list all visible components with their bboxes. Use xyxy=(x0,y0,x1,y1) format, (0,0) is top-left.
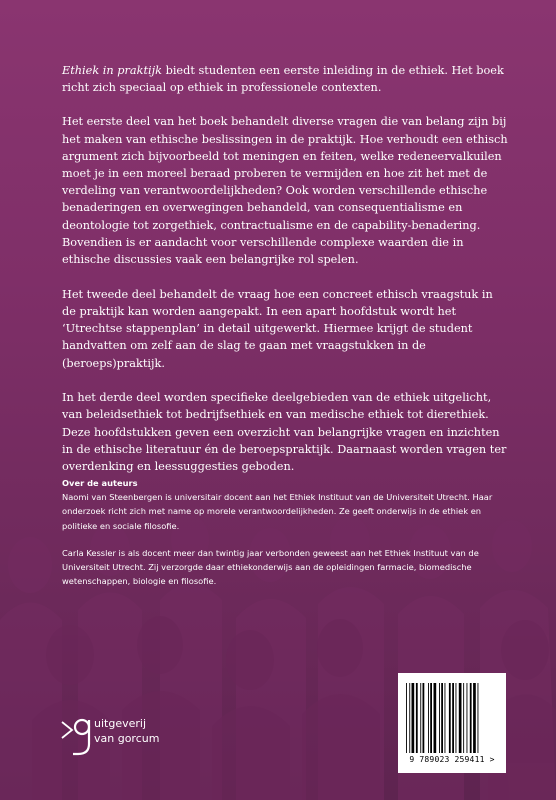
publisher-name-line1: uitgeverij xyxy=(94,717,147,730)
publisher-logo-icon xyxy=(60,714,94,758)
authors-heading: Over de auteurs xyxy=(62,478,138,488)
isbn-barcode xyxy=(398,673,506,773)
isbn-digits: 9 789023 259411 > xyxy=(409,755,495,764)
book-title: Ethiek in praktijk xyxy=(62,64,162,77)
publisher-name-line2: van gorcum xyxy=(94,732,160,745)
blurb-paragraph-part-three: In het derde deel worden specifieke deelgebieden van de ethiek uitgelicht, van beleidsethiek tot bedrijfsethiek en van medische ethiek tot dierethiek. Deze hoofdstukken geven een overzicht van belangrijke vragen en inzichten in de ethische literatuur én de beroepspraktijk. Daarnaast worden vragen ter overdenking en leessuggesties geboden. xyxy=(62,391,507,474)
publisher-name xyxy=(94,716,159,746)
blurb-paragraph-intro xyxy=(62,62,510,96)
author-bio-steenbergen: Naomi van Steenbergen is universitair docent aan het Ethiek Instituut van de Universiteit Utrecht. Haar onderzoek richt zich met name op morele verantwoordelijkheden. Ze geeft onderwijs in de ethiek en politieke en sociale filosofie. xyxy=(62,492,493,531)
about-authors xyxy=(62,476,510,601)
blurb-paragraph-part-two: Het tweede deel behandelt de vraag hoe een concreet ethisch vraagstuk in de praktijk kan worden aangepakt. In een apart hoofdstuk wordt het ‘Utrechtse stappenplan’ in detail uitgewerkt. Hiermee krijgt de student handvatten om zelf aan de slag te gaan met vraagstukken in de (beroeps)praktijk. xyxy=(62,287,493,370)
blurb-paragraph-part-one: Het eerste deel van het boek behandelt diverse vragen die van belang zijn bij het maken van ethische beslissingen in de praktijk. Hoe verhoudt een ethisch argument zich bijvoorbeeld tot meningen en feiten, welke redeneervalkuilen moet je in een moreel beraad proberen te vermijden en hoe zit het met de verdeling van verantwoordelijkheden? Ook worden verschillende ethische benaderingen en overwegingen behandeld, van consequentialisme en deontologie tot zorgethiek, contractualisme en de capability-benadering. Bovendien is er aandacht voor verschillende complexe waarden die in ethische discussies vaak een belangrijke rol spelen. xyxy=(62,115,508,267)
author-bio-kessler: Carla Kessler is als docent meer dan twintig jaar verbonden geweest aan het Ethiek Instituut van de Universiteit Utrecht. Zij verzorgde daar ethiekonderwijs aan de opleidingen farmacie, biomedische wetenschappen, biologie en filosofie. xyxy=(62,547,479,587)
barcode-bars xyxy=(404,683,500,753)
publisher-logo-block xyxy=(60,712,220,762)
blurb-text xyxy=(62,62,510,493)
blurb-intro-text: biedt studenten een eerste inleiding in de ethiek. Het boek richt zich speciaal op ethiek in professionele contexten. xyxy=(62,64,504,95)
